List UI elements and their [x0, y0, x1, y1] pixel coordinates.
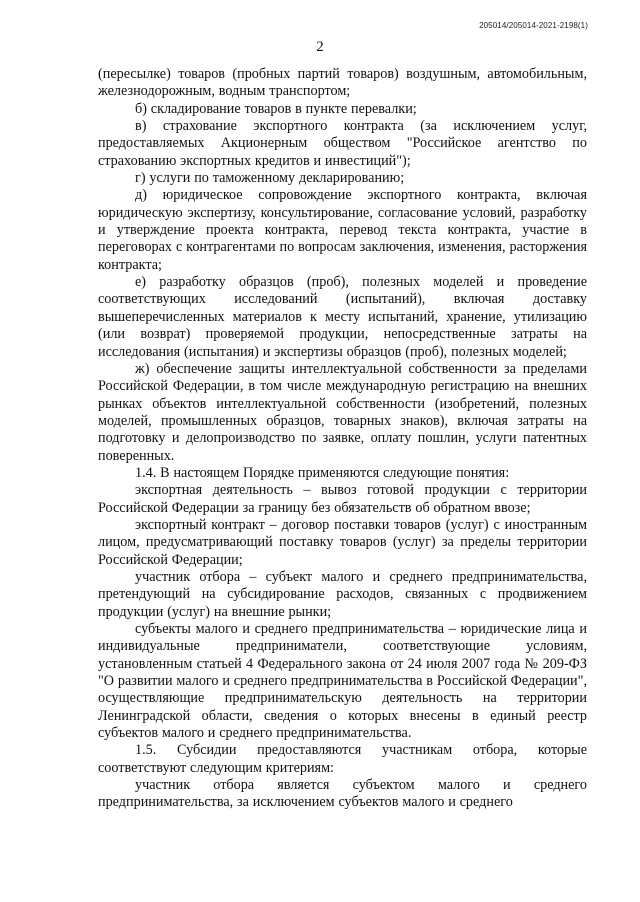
paragraph-definition-participant: участник отбора – субъект малого и среднего предпринимательства, претендующий на субсидирование расходов, связанных с продвижением продукции (услуг) на внешние рынки; [98, 568, 587, 620]
paragraph-transport-continued: (пересылке) товаров (пробных партий товаров) воздушным, автомобильным, железнодорожным, водным транспортом; [98, 66, 587, 100]
paragraph-item-d: д) юридическое сопровождение экспортного контракта, включая юридическую экспертизу, консультирование, согласование условий, разработку и утверждение проекта контракта, перевод текста контракта, участие в переговорах с контрагентами по вопросам заключения, изменения, расторжения контракта; [98, 187, 587, 273]
paragraph-section-1-5: 1.5. Субсидии предоставляются участникам отбора, которые соответствуют следующим критериям: [98, 742, 587, 776]
paragraph-definition-export-contract: экспортный контракт – договор поставки товаров (услуг) с иностранным лицом, предусматривающий поставку товаров (услуг) за пределы территории Российской Федерации; [98, 516, 587, 568]
paragraph-section-1-4: 1.4. В настоящем Порядке применяются следующие понятия: [135, 464, 510, 481]
paragraph-definition-sme: субъекты малого и среднего предпринимательства – юридические лица и индивидуальные предприниматели, соответствующие условиям, установленным статьей 4 Федерального закона от 24 июля 2007 года № 209-ФЗ "О развитии малого и среднего предпринимательства в Российской Федерации", осуществляющие предпринимательскую деятельность на территории Ленинградской области, сведения о которых внесены в единый реестр субъектов малого и среднего предпринимательства. [98, 621, 587, 742]
paragraph-item-b: б) складирование товаров в пункте перевалки; [135, 100, 417, 117]
paragraph-definition-export-activity: экспортная деятельность – вывоз готовой продукции с территории Российской Федерации за границу без обязательств об обратном ввозе; [98, 482, 587, 516]
paragraph-item-v: в) страхование экспортного контракта (за исключением услуг, предоставляемых Акционерным обществом "Российское агентство по страхованию экспортных кредитов и инвестиций"); [98, 118, 587, 169]
paragraph-item-g: г) услуги по таможенному декларированию; [135, 170, 405, 187]
document-id: 205014/205014-2021-2198(1) [479, 21, 588, 30]
paragraph-item-e: е) разработку образцов (проб), полезных моделей и проведение соответствующих исследований (испытаний), включая доставку вышеперечисленных материалов к месту испытаний, хранение, утилизацию (или возврат) проверяемой продукции, непосредственные затраты на исследования (испытания) и экспертизы образцов (проб), полезных моделей; [98, 274, 587, 360]
paragraph-criteria-start: участник отбора является субъектом малого и среднего предпринимательства, за исключением субъектов малого и среднего [98, 777, 587, 811]
document-body [98, 66, 587, 812]
page-number: 2 [316, 39, 324, 55]
paragraph-item-zh: ж) обеспечение защиты интеллектуальной собственности за пределами Российской Федерации, в том числе международную регистрацию на внешних рынках объектов интеллектуальной собственности (изобретений, полезных моделей, промышленных образцов, товарных знаков), включая затраты на подготовку и делопроизводство по заявке, оплату пошлин, услуги патентных поверенных. [98, 360, 587, 464]
